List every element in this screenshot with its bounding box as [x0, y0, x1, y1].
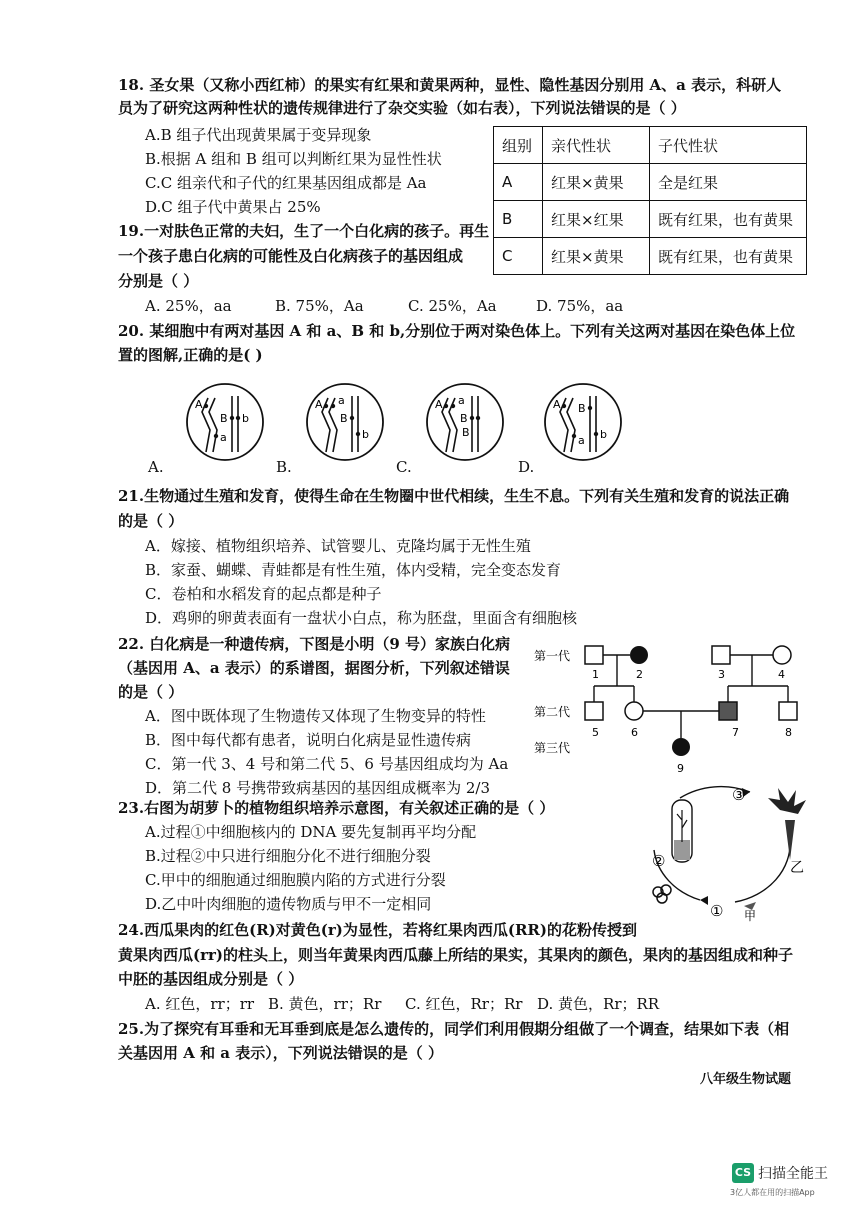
male-3 [712, 646, 730, 664]
q23-option-c: C.甲中的细胞通过细胞膜内陷的方式进行分裂 [145, 871, 446, 889]
pedigree-chart [530, 636, 810, 786]
tissue-culture-diagram [640, 780, 820, 923]
step-label: ③ [732, 786, 746, 804]
q18-table [493, 126, 807, 275]
table-header: 子代性状 [650, 127, 807, 164]
cell-diagram-d [538, 378, 628, 468]
q18-stem-line2: 员为了研究这两种性状的遗传规律进行了杂交实验（如右表），下列说法错误的是（ ） [118, 99, 686, 117]
table-cell: A [494, 164, 543, 201]
q20-label-b: B. [276, 458, 292, 476]
gene-label: a [578, 434, 585, 447]
step-label: ① [710, 902, 724, 920]
pedigree-number: 5 [592, 726, 599, 739]
q21-option-b: B．家蚕、蝴蝶、青蛙都是有性生殖，体内受精，完全变态发育 [145, 561, 562, 579]
gene-label: B [340, 412, 348, 425]
q21-option-a: A．嫁接、植物组织培养、试管婴儿、克隆均属于无性生殖 [145, 537, 531, 555]
female-2-affected [630, 646, 648, 664]
male-8 [779, 702, 797, 720]
callus-icon [653, 885, 671, 903]
cell-diagram-c [420, 378, 510, 468]
q20-label-a: A. [148, 458, 164, 476]
q23-stem-line1: 23.右图为胡萝卜的植物组织培养示意图，有关叙述正确的是（ ） [118, 799, 555, 817]
q18-option-d: D.C 组子代中黄果占 25% [145, 198, 321, 216]
table-cell: 既有红果，也有黄果 [650, 201, 807, 238]
q20-label-d: D. [518, 458, 535, 476]
gene-label: b [242, 412, 249, 425]
q24-option-c: C. 红色，Rr；Rr [405, 995, 523, 1013]
table-cell: C [494, 238, 543, 275]
gene-label: A [435, 398, 443, 411]
cell-diagram-b [300, 378, 390, 468]
gene-label: B [462, 426, 470, 439]
pedigree-number: 9 [677, 762, 684, 775]
q22-stem-line2: （基因用 A、a 表示）的系谱图，据图分析，下列叙述错误 [118, 659, 510, 677]
q19-stem-line2: 一个孩子患白化病的可能性及白化病孩子的基因组成 [118, 247, 464, 265]
table-cell: 红果×黄果 [543, 238, 650, 275]
pedigree-number: 7 [732, 726, 739, 739]
camscanner-name: 扫描全能王 [758, 1166, 828, 1182]
q22-option-a: A．图中既体现了生物遗传又体现了生物变异的特性 [145, 707, 486, 725]
table-row [494, 238, 807, 275]
q20-label-c: C. [396, 458, 412, 476]
q19-option-a: A. 25%，aa [145, 297, 232, 315]
table-cell: 红果×红果 [543, 201, 650, 238]
gene-label: A [195, 398, 203, 411]
q22-stem-line1: 22. 白化病是一种遗传病，下图是小明（9 号）家族白化病 [118, 635, 510, 653]
page-footer: 八年级生物试题 [700, 1072, 792, 1087]
label-yi: 乙 [790, 860, 804, 876]
q22-option-c: C．第一代 3、4 号和第二代 5、6 号基因组成均为 Aa [145, 755, 509, 773]
q24-option-b: B. 黄色，rr；Rr [268, 995, 382, 1013]
q21-stem-line1: 21.生物通过生殖和发育，使得生命在生物圈中世代相续，生生不息。下列有关生殖和发育的说法正确 [118, 487, 790, 505]
gene-label: B [460, 412, 468, 425]
generation-label: 第二代 [534, 705, 571, 719]
pedigree-number: 2 [636, 668, 643, 681]
gene-label: a [220, 431, 227, 444]
gene-label: a [338, 394, 345, 407]
q24-option-d: D. 黄色，Rr；RR [537, 995, 660, 1013]
table-cell: 全是红果 [650, 164, 807, 201]
q19-option-c: C. 25%，Aa [408, 297, 497, 315]
generation-label: 第三代 [534, 741, 571, 755]
q19-stem-line3: 分别是（ ） [118, 272, 199, 290]
q18-option-a: A.B 组子代出现黄果属于变异现象 [145, 126, 372, 144]
gene-label: B [578, 402, 586, 415]
gene-label: B [220, 412, 228, 425]
q22-option-b: B．图中每代都有患者，说明白化病是显性遗传病 [145, 731, 472, 749]
camscanner-logo: CS [732, 1163, 754, 1183]
male-1 [585, 646, 603, 664]
q19-stem-line1: 19.一对肤色正常的夫妇，生了一个白化病的孩子。再生 [118, 222, 490, 240]
female-9-affected [672, 738, 690, 756]
camscanner-tagline: 3亿人都在用的扫描App [730, 1188, 815, 1197]
q24-option-a: A. 红色，rr；rr [145, 995, 255, 1013]
cell-diagram-a [180, 378, 270, 468]
q25-stem-line1: 25.为了探究有耳垂和无耳垂到底是怎么遗传的，同学们利用假期分组做了一个调查，结果如下表（相 [118, 1020, 790, 1038]
female-6 [625, 702, 643, 720]
q23-option-a: A.过程①中细胞核内的 DNA 要先复制再平均分配 [145, 823, 477, 841]
q25-stem-line2: 关基因用 A 和 a 表示），下列说法错误的是（ ） [118, 1044, 443, 1062]
pedigree-number: 3 [718, 668, 725, 681]
q24-stem-line2: 黄果肉西瓜(rr)的柱头上，则当年黄果肉西瓜藤上所结的果实，其果肉的颜色，果肉的基因组成和种子 [118, 946, 794, 964]
q18-option-c: C.C 组亲代和子代的红果基因组成都是 Aa [145, 174, 427, 192]
gene-label: A [315, 398, 323, 411]
pedigree-number: 4 [778, 668, 785, 681]
q22-option-d: D．第二代 8 号携带致病基因的基因组成概率为 2/3 [145, 779, 491, 797]
step-label: ② [652, 852, 666, 870]
label-jia: 甲 [744, 909, 757, 923]
generation-label: 第一代 [534, 649, 571, 663]
q22-stem-line3: 的是（ ） [118, 683, 184, 701]
q21-stem-line2: 的是（ ） [118, 512, 184, 530]
q21-option-d: D．鸡卵的卵黄表面有一盘状小白点，称为胚盘，里面含有细胞核 [145, 609, 578, 627]
pedigree-number: 8 [785, 726, 792, 739]
pedigree-number: 1 [592, 668, 599, 681]
table-row [494, 164, 807, 201]
table-header: 组别 [494, 127, 543, 164]
q19-option-b: B. 75%，Aa [275, 297, 364, 315]
q24-stem-line1: 24.西瓜果肉的红色(R)对黄色(r)为显性，若将红果肉西瓜(RR)的花粉传授到 [118, 921, 637, 939]
male-5 [585, 702, 603, 720]
table-header-row [494, 127, 807, 164]
q20-stem-line2: 置的图解,正确的是( ) [118, 346, 263, 364]
gene-label: b [600, 428, 607, 441]
q23-option-d: D.乙中叶肉细胞的遗传物质与甲不一定相同 [145, 895, 432, 913]
table-cell: 红果×黄果 [543, 164, 650, 201]
pedigree-number: 6 [631, 726, 638, 739]
table-row [494, 201, 807, 238]
male-7-affected [719, 702, 737, 720]
q24-stem-line3: 中胚的基因组成分别是（ ） [118, 970, 304, 988]
q18-option-b: B.根据 A 组和 B 组可以判断红果为显性性状 [145, 150, 442, 168]
table-cell: 既有红果，也有黄果 [650, 238, 807, 275]
q19-option-d: D. 75%，aa [536, 297, 624, 315]
q18-stem-line1: 18. 圣女果（又称小西红柿）的果实有红果和黄果两种，显性、隐性基因分别用 A、a 表示，科研人 [118, 76, 782, 94]
gene-label: A [553, 398, 561, 411]
female-4 [773, 646, 791, 664]
table-header: 亲代性状 [543, 127, 650, 164]
q21-option-c: C．卷柏和水稻发育的起点都是种子 [145, 585, 382, 603]
q23-option-b: B.过程②中只进行细胞分化不进行细胞分裂 [145, 847, 431, 865]
q20-stem-line1: 20. 某细胞中有两对基因 A 和 a、B 和 b,分别位于两对染色体上。下列有关这两对基因在染色体上位 [118, 322, 796, 340]
carrot-plant-icon [768, 788, 806, 860]
gene-label: a [458, 394, 465, 407]
table-cell: B [494, 201, 543, 238]
gene-label: b [362, 428, 369, 441]
